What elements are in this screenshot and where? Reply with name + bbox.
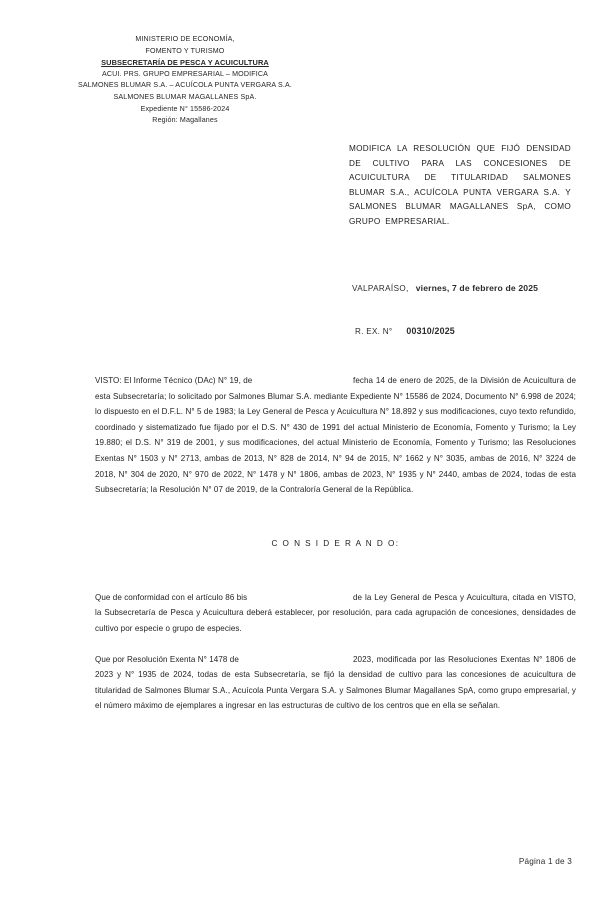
considerando-2-lead: Que por Resolución Exenta N° 1478 de bbox=[95, 654, 239, 664]
letterhead-line-companies-2: SALMONES BLUMAR MAGALLANES SpA. bbox=[113, 92, 257, 101]
resolution-number-value: 00310/2025 bbox=[406, 326, 455, 336]
page-number: Página 1 de 3 bbox=[518, 857, 572, 866]
resolution-number bbox=[355, 326, 455, 336]
considerando-paragraph-2 bbox=[95, 652, 576, 714]
resolution-number-label: R. EX. N° bbox=[355, 327, 393, 336]
considerando-paragraph-1 bbox=[95, 590, 576, 637]
letterhead-line-ministry-1: MINISTERIO DE ECONOMÍA, bbox=[135, 35, 235, 43]
considerando-1-text: de la Ley General de Pesca y Acuicultura, citada en VISTO, la Subsecretaría de Pesca y Acuicultura deberá establecer, por resolución, para cada agrupación de concesiones, densidades de cultivo por especie o grupo de especies. bbox=[95, 592, 576, 633]
letterhead-line-region: Región: Magallanes bbox=[152, 116, 218, 125]
date-value: viernes, 7 de febrero de 2025 bbox=[415, 283, 539, 293]
letterhead-line-ministry-2: FOMENTO Y TURISMO bbox=[145, 46, 225, 55]
document-body bbox=[95, 373, 576, 714]
considerando-2-text: 2023, modificada por las Resoluciones Exentas N° 1806 de 2023 y N° 1935 de 2024, todas de esta Subsecretaría, se fijó la densidad de cultivo para las concesiones de acuicultura de titularidad de Salmones Blumar S.A., Acuícola Punta Vergara S.A. y Salmones Blumar Magallanes SpA, como grupo empresarial, y el número máximo de ejemplares a ingresar en las estructuras de cultivo de los centros que en ella se señalan. bbox=[95, 654, 576, 711]
letterhead-line-companies-1: SALMONES BLUMAR S.A. – ACUÍCOLA PUNTA VERGARA S.A. bbox=[78, 81, 292, 90]
letterhead-line-subject: ACUI. PRS. GRUPO EMPRESARIAL – MODIFICA bbox=[101, 69, 268, 78]
visto-lead: VISTO: El Informe Técnico (DAc) N° 19, de bbox=[95, 376, 253, 385]
place-label: VALPARAÍSO, bbox=[352, 284, 409, 293]
letterhead-line-subsecretaria: SUBSECRETARÍA DE PESCA Y ACUICULTURA bbox=[101, 58, 269, 68]
visto-text: fecha 14 de enero de 2025, de la División de Acuicultura de esta Subsecretaría; lo solicitado por Salmones Blumar S.A. mediante Expediente N° 15586 de 2024, Documento N° 6.998 de 2024; lo dispuesto en el D.F.L. N° 5 de 1983; la Ley General de Pesca y Acuicultura N° 18.892 y sus modificaciones, cuyo texto refundido, coordinado y sistematizado fue fijado por el D.S. N° 430 de 1991 del actual Ministerio de Economía, Fomento y Turismo; la Ley 19.880; el D.S. N° 319 de 2001, y sus modificaciones, del actual Ministerio de Economía, Fomento y Turismo; las Resoluciones Exentas N° 1503 y N° 2713, ambas de 2013, N° 828 de 2014, N° 94 de 2015, N° 1662 y N° 3035, ambas de 2016, N° 3224 de 2018, N° 304 de 2020, N° 970 de 2022, N° 1478 y N° 1806, ambas de 2023, N° 1935 y N° 2440, ambas de 2024, todas de esta Subsecretaría; la Resolución N° 07 de 2019, de la Contraloría General de la República. bbox=[95, 376, 576, 495]
resolution-title: MODIFICA LA RESOLUCIÓN QUE FIJÓ DENSIDAD DE CULTIVO PARA LAS CONCESIONES DE ACUICULTURA DE TITULARIDAD SALMONES BLUMAR S.A., ACUÍCOLA PUNTA VERGARA S.A. Y SALMONES BLUMAR MAGALLANES SpA, COMO GRUPO EMPRESARIAL. bbox=[349, 144, 571, 226]
letterhead-line-expediente: Expediente N° 15586-2024 bbox=[140, 104, 230, 113]
place-and-date bbox=[352, 283, 538, 293]
visto-paragraph bbox=[95, 373, 576, 498]
letterhead bbox=[30, 34, 340, 127]
considerando-1-lead: Que de conformidad con el artículo 86 bis bbox=[95, 592, 248, 602]
considerando-heading: C O N S I D E R A N D O: bbox=[271, 538, 400, 548]
